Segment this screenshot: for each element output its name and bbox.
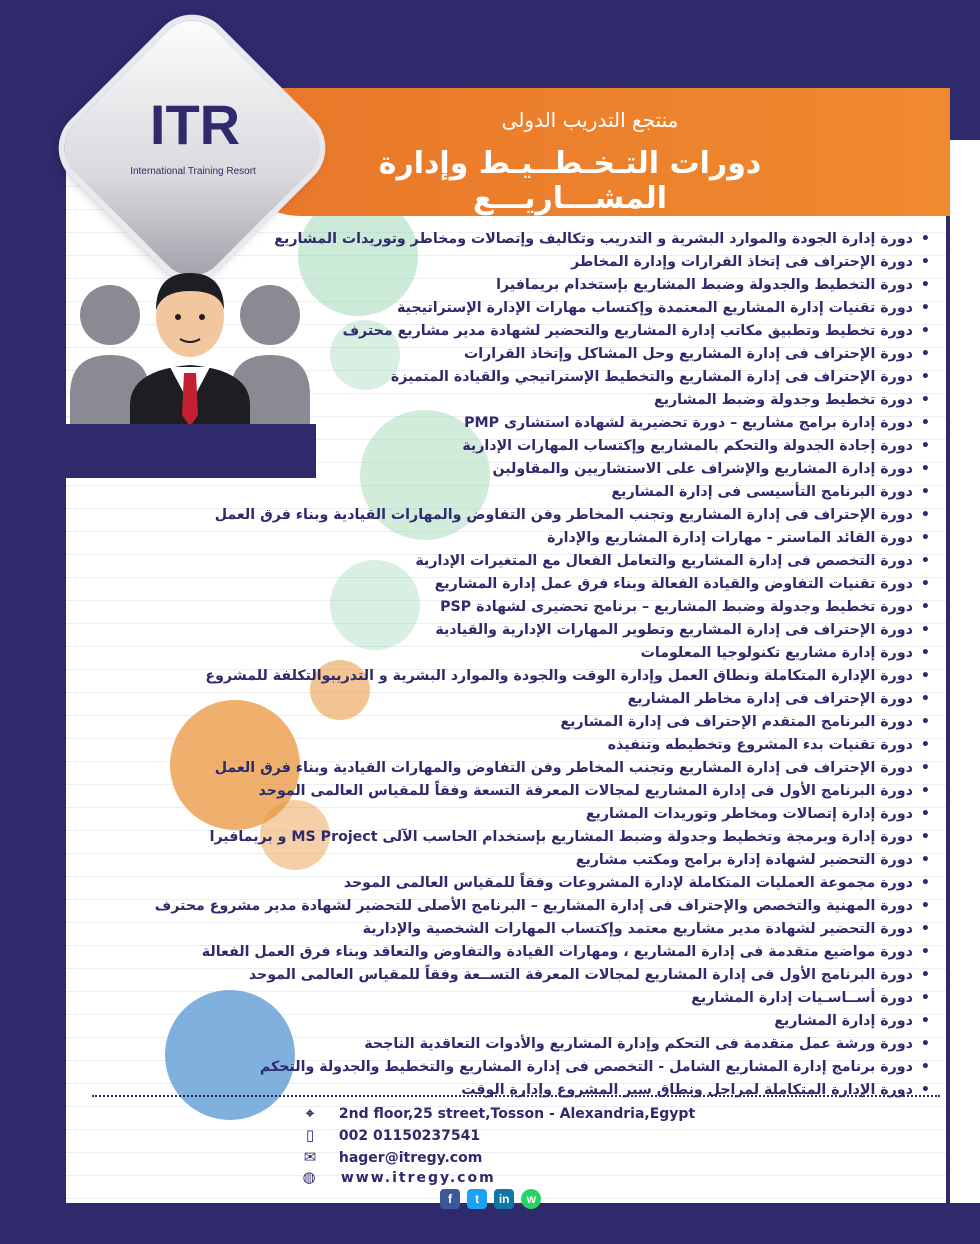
envelope-icon: ✉ [303,1148,317,1166]
course-item: • دورة الإحتراف فى إتخاذ القرارات وإدارة المخاطر [90,251,930,274]
course-item: • دورة التخصص فى إدارة المشاريع والتعامل الفعال مع المتغيرات الإدارية [90,550,930,573]
course-item: • دورة تقنيات إدارة المشاريع المعتمدة وإكتساب مهارات الإدارة الإستراتيجية [90,297,930,320]
address-row [300,1102,695,1124]
course-item: • دورة الإحتراف فى إدارة المشاريع والتخطيط الإستراتيجي والقيادة المتميزة [90,366,930,389]
left-border [0,0,66,1244]
course-item: • دورة برنامج إدارة المشاريع الشامل - التخصص فى إدارة المشاريع والتخطيط والجدولة والتحكم [90,1056,930,1079]
course-item: • دورة إجادة الجدولة والتحكم بالمشاريع وإكتساب المهارات الإدارية [90,435,930,458]
website-link[interactable]: www.itregy.com [340,1170,496,1186]
course-item: • دورة أســاسـيات إدارة المشاريع [90,987,930,1010]
twitter-icon[interactable]: t [467,1189,487,1209]
facebook-icon[interactable]: f [440,1189,460,1209]
whatsapp-icon[interactable]: w [521,1189,541,1209]
course-list [90,228,930,1102]
course-item: • دورة الإدارة المتكاملة ونطاق العمل وإدارة الوقت والجودة والموارد البشرية و التدريبوالتكلفة للمشروع [90,665,930,688]
course-item: • دورة التحضير لشهادة إدارة برامج ومكتب مشاريع [90,849,930,872]
course-item: • دورة تخطيط وجدولة وضبط المشاريع [90,389,930,412]
course-item: • دورة الإحتراف فى إدارة المشاريع وتطوير المهارات الإدارية والقيادية [90,619,930,642]
course-item: • دورة إدارة إتصالات ومخاطر وتوريدات المشاريع [90,803,930,826]
course-item: • دورة القائد الماستر - مهارات إدارة المشاريع والإدارة [90,527,930,550]
location-pin-icon: ⌖ [305,1104,315,1122]
course-item: • دورة إدارة وبرمجة وتخطيط وجدولة وضبط المشاريع بإستخدام الحاسب الآلى MS Project و بريمافيرا [90,826,930,849]
course-item: • دورة إدارة المشاريع والإشراف على الاستشاريين والمقاولين [90,458,930,481]
course-item: • دورة إدارة المشاريع [90,1010,930,1033]
course-item: • دورة تقنيات التفاوض والقيادة الفعالة وبناء فرق عمل إدارة المشاريع [90,573,930,596]
course-item: • دورة الإحتراف فى إدارة مخاطر المشاريع [90,688,930,711]
page-title: دورات التـخـطــيـط وإدارة المشـــاريـــع [378,146,762,216]
email-row [300,1146,482,1168]
email-link[interactable]: hager@itregy.com [338,1150,483,1166]
course-item: • دورة التحضير لشهادة مدير مشاريع معتمد وإكتساب المهارات الشخصية والإدارية [90,918,930,941]
course-item: • دورة الإحتراف فى إدارة المشاريع وتجنب المخاطر وفن التفاوض والمهارات القيادية وبناء فرق العمل [90,757,930,780]
course-item: • دورة إدارة برامج مشاريع – دورة تحضيرية لشهادة استشارى PMP [90,412,930,435]
course-item: • دورة البرنامج الأول فى إدارة المشاريع لمجالات المعرفة التســعة وفقاً للمقياس العالمى الموحد [90,964,930,987]
course-item: • دورة المهنية والتخصص والإحتراف فى إدارة المشاريع – البرنامج الأصلى للتحضير لشهادة مدير مشروع محترف [90,895,930,918]
logo-tagline: International Training Resort [130,166,256,177]
logo-mark: ITR [149,93,241,156]
phone-text: 002 01150237541 [338,1128,481,1144]
phone-row [300,1124,480,1146]
social-links [440,1188,543,1210]
linkedin-icon[interactable]: in [494,1189,514,1209]
course-item: • دورة البرنامج المتقدم الإحتراف فى إدارة المشاريع [90,711,930,734]
course-item: • دورة البرنامج التأسيسى فى إدارة المشاريع [90,481,930,504]
course-item: • دورة ورشة عمل متقدمة فى التحكم وإدارة المشاريع والأدوات التعاقدية الناجحة [90,1033,930,1056]
footer-divider [92,1095,940,1097]
course-item: • دورة الإحتراف فى إدارة المشاريع وحل المشاكل وإتخاذ القرارات [90,343,930,366]
course-item: • دورة الإحتراف فى إدارة المشاريع وتجنب المخاطر وفن التفاوض والمهارات القيادية وبناء فرق العمل [90,504,930,527]
globe-icon: ◍ [302,1168,318,1186]
course-item: • دورة تخطيط وجدولة وضبط المشاريع – برنامج تحضيرى لشهادة PSP [90,596,930,619]
course-item: • دورة تخطيط وتطبيق مكاتب إدارة المشاريع والتحضير لشهادة مدير مشاريع محترف [90,320,930,343]
course-item: • دورة البرنامج الأول فى إدارة المشاريع لمجالات المعرفة التسعة وفقاً للمقياس العالمى الموحد [90,780,930,803]
course-item: • دورة إدارة الجودة والموارد البشرية و التدريب وتكاليف وإتصالات ومخاطر وتوريدات المشاريع [90,228,930,251]
right-border [946,140,950,1203]
course-item: • دورة تقنيات بدء المشروع وتخطيطه وتنفيذه [90,734,930,757]
website-row [300,1166,496,1188]
course-item: • دورة التخطيط والجدولة وضبط المشاريع بإستخدام بريمافيرا [90,274,930,297]
course-item: • دورة مجموعة العمليات المتكاملة لإدارة المشروعات وفقاً للمقياس العالمى الموحد [90,872,930,895]
phone-icon: ▯ [305,1126,315,1144]
banner-subtitle: منتجع التدريب الدولى [501,108,679,132]
course-item: • دورة الإدارة المتكاملة لمراحل ونطاق سير المشروع وإدارة الوقت [90,1079,930,1102]
course-item: • دورة إدارة مشاريع تكنولوجيا المعلومات [90,642,930,665]
address-text: 2nd floor,25 street,Tosson - Alexandria,Egypt [338,1106,696,1122]
course-item: • دورة مواضيع متقدمة فى إدارة المشاريع ، ومهارات القيادة والتفاوض والتعاقد وبناء فرق العمل الفعالة [90,941,930,964]
